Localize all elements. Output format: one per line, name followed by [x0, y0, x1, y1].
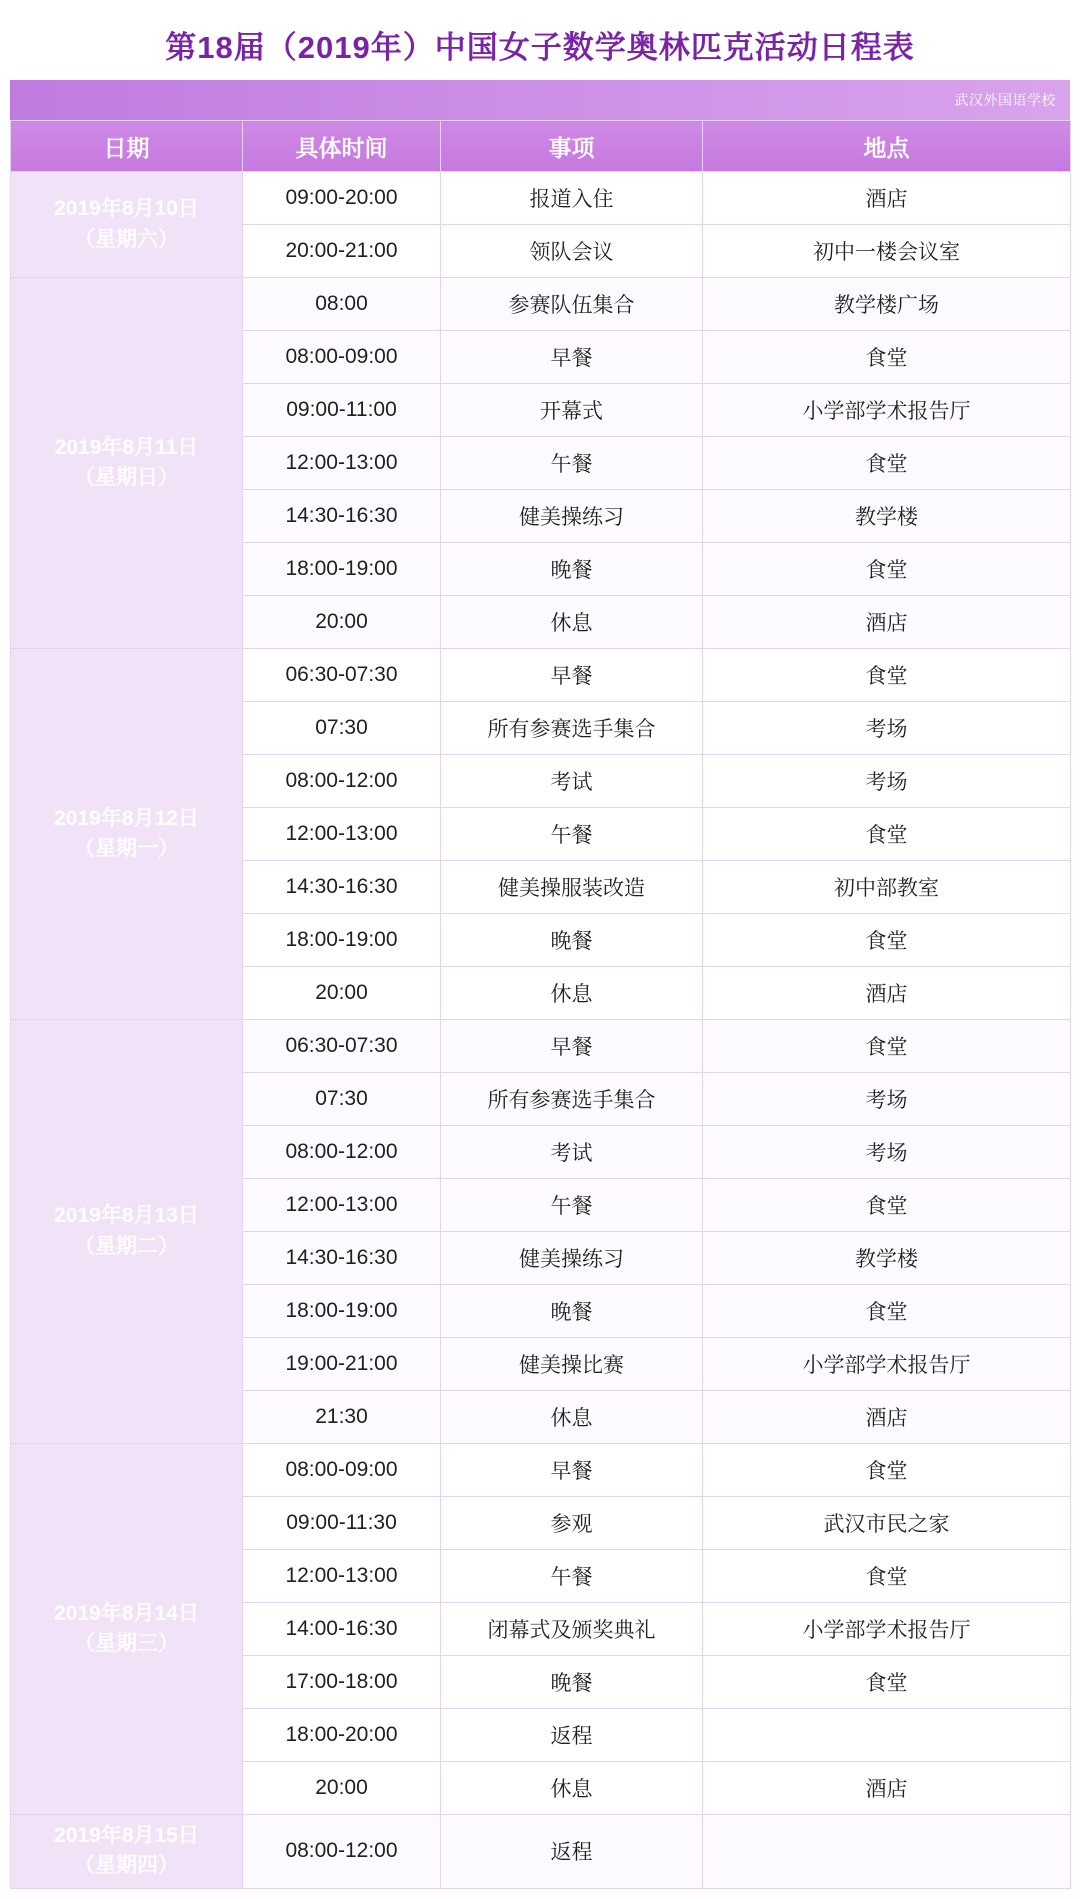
- date-cell: [11, 172, 243, 278]
- time-cell: 14:30-16:30: [243, 1232, 441, 1285]
- place-cell: 酒店: [703, 1762, 1071, 1815]
- place-cell: 食堂: [703, 331, 1071, 384]
- item-cell: 返程: [441, 1815, 703, 1889]
- time-cell: 18:00-20:00: [243, 1709, 441, 1762]
- date-line-1: 2019年8月14日: [54, 1601, 199, 1625]
- time-cell: 08:00: [243, 278, 441, 331]
- school-name: 武汉外国语学校: [954, 92, 1056, 108]
- time-cell: 18:00-19:00: [243, 543, 441, 596]
- place-cell: 考场: [703, 1073, 1071, 1126]
- item-cell: 所有参赛选手集合: [441, 1073, 703, 1126]
- item-cell: 午餐: [441, 1550, 703, 1603]
- table-head: [11, 121, 1071, 172]
- date-line-1: 2019年8月12日: [54, 806, 199, 830]
- item-cell: 报道入住: [441, 172, 703, 225]
- time-cell: 07:30: [243, 702, 441, 755]
- time-cell: 09:00-20:00: [243, 172, 441, 225]
- time-cell: 14:00-16:30: [243, 1603, 441, 1656]
- date-line-2: （星期六）: [74, 227, 179, 251]
- table-header-row: [11, 121, 1071, 172]
- place-cell: 小学部学术报告厅: [703, 1603, 1071, 1656]
- place-cell: 教学楼: [703, 490, 1071, 543]
- item-cell: 早餐: [441, 649, 703, 702]
- time-cell: 09:00-11:30: [243, 1497, 441, 1550]
- place-cell: [703, 1709, 1071, 1762]
- date-line-1: 2019年8月13日: [54, 1204, 199, 1228]
- time-cell: 12:00-13:00: [243, 437, 441, 490]
- time-cell: 09:00-11:00: [243, 384, 441, 437]
- place-cell: 食堂: [703, 437, 1071, 490]
- place-cell: 小学部学术报告厅: [703, 1338, 1071, 1391]
- table-row: [11, 649, 1071, 702]
- item-cell: 健美操练习: [441, 1232, 703, 1285]
- item-cell: 开幕式: [441, 384, 703, 437]
- place-cell: 初中一楼会议室: [703, 225, 1071, 278]
- time-cell: 21:30: [243, 1391, 441, 1444]
- time-cell: 06:30-07:30: [243, 1020, 441, 1073]
- item-cell: 休息: [441, 967, 703, 1020]
- item-cell: 返程: [441, 1709, 703, 1762]
- item-cell: 健美操服装改造: [441, 861, 703, 914]
- item-cell: 参观: [441, 1497, 703, 1550]
- time-cell: 20:00: [243, 596, 441, 649]
- date-line-2: （星期二）: [74, 1234, 179, 1258]
- date-cell: [11, 1020, 243, 1444]
- place-cell: 食堂: [703, 914, 1071, 967]
- date-cell: [11, 1815, 243, 1889]
- item-cell: 休息: [441, 1391, 703, 1444]
- item-cell: 健美操练习: [441, 490, 703, 543]
- place-cell: 教学楼广场: [703, 278, 1071, 331]
- place-cell: 酒店: [703, 172, 1071, 225]
- item-cell: 休息: [441, 596, 703, 649]
- date-line-2: （星期一）: [74, 837, 179, 860]
- time-cell: 14:30-16:30: [243, 861, 441, 914]
- time-cell: 12:00-13:00: [243, 808, 441, 861]
- place-cell: 食堂: [703, 649, 1071, 702]
- table-row: [11, 1020, 1071, 1073]
- table-body: [11, 172, 1071, 1889]
- place-cell: [703, 1815, 1071, 1889]
- item-cell: 休息: [441, 1762, 703, 1815]
- item-cell: 晚餐: [441, 1656, 703, 1709]
- item-cell: 早餐: [441, 1444, 703, 1497]
- place-cell: 考场: [703, 702, 1071, 755]
- date-line-1: 2019年8月15日: [54, 1824, 199, 1847]
- school-bar: [10, 80, 1070, 120]
- time-cell: 14:30-16:30: [243, 490, 441, 543]
- column-header-time: 具体时间: [243, 121, 441, 172]
- place-cell: 食堂: [703, 808, 1071, 861]
- place-cell: 食堂: [703, 1179, 1071, 1232]
- item-cell: 午餐: [441, 1179, 703, 1232]
- time-cell: 18:00-19:00: [243, 914, 441, 967]
- time-cell: 12:00-13:00: [243, 1550, 441, 1603]
- time-cell: 17:00-18:00: [243, 1656, 441, 1709]
- place-cell: 考场: [703, 755, 1071, 808]
- column-header-item: 事项: [441, 121, 703, 172]
- date-cell: [11, 1444, 243, 1815]
- time-cell: 08:00-12:00: [243, 1126, 441, 1179]
- place-cell: 酒店: [703, 967, 1071, 1020]
- place-cell: 酒店: [703, 1391, 1071, 1444]
- time-cell: 19:00-21:00: [243, 1338, 441, 1391]
- item-cell: 健美操比赛: [441, 1338, 703, 1391]
- item-cell: 参赛队伍集合: [441, 278, 703, 331]
- table-row: [11, 1444, 1071, 1497]
- item-cell: 晚餐: [441, 1285, 703, 1338]
- place-cell: 食堂: [703, 1020, 1071, 1073]
- time-cell: 20:00: [243, 1762, 441, 1815]
- date-line-2: （星期三）: [74, 1632, 179, 1655]
- date-cell: [11, 278, 243, 649]
- place-cell: 小学部学术报告厅: [703, 384, 1071, 437]
- place-cell: 武汉市民之家: [703, 1497, 1071, 1550]
- title-bar: [10, 8, 1070, 80]
- time-cell: 08:00-12:00: [243, 755, 441, 808]
- column-header-place: 地点: [703, 121, 1071, 172]
- place-cell: 食堂: [703, 1285, 1071, 1338]
- page-title: 第18届（2019年）中国女子数学奥林匹克活动日程表: [165, 29, 915, 65]
- place-cell: 食堂: [703, 543, 1071, 596]
- date-line-2: （星期四）: [74, 1854, 179, 1878]
- place-cell: 教学楼: [703, 1232, 1071, 1285]
- item-cell: 考试: [441, 1126, 703, 1179]
- time-cell: 08:00-09:00: [243, 331, 441, 384]
- item-cell: 早餐: [441, 331, 703, 384]
- item-cell: 领队会议: [441, 225, 703, 278]
- place-cell: 酒店: [703, 596, 1071, 649]
- time-cell: 08:00-09:00: [243, 1444, 441, 1497]
- time-cell: 07:30: [243, 1073, 441, 1126]
- item-cell: 午餐: [441, 808, 703, 861]
- time-cell: 08:00-12:00: [243, 1815, 441, 1889]
- table-row: [11, 278, 1071, 331]
- table-row: [11, 1815, 1071, 1889]
- item-cell: 考试: [441, 755, 703, 808]
- place-cell: 食堂: [703, 1656, 1071, 1709]
- column-header-date: 日期: [11, 121, 243, 172]
- place-cell: 食堂: [703, 1550, 1071, 1603]
- item-cell: 所有参赛选手集合: [441, 702, 703, 755]
- schedule-table: [10, 120, 1071, 1889]
- date-line-1: 2019年8月10日: [54, 197, 199, 221]
- place-cell: 食堂: [703, 1444, 1071, 1497]
- item-cell: 早餐: [441, 1020, 703, 1073]
- place-cell: 初中部教室: [703, 861, 1071, 914]
- time-cell: 20:00: [243, 967, 441, 1020]
- time-cell: 18:00-19:00: [243, 1285, 441, 1338]
- date-line-2: （星期日）: [74, 466, 179, 489]
- table-row: [11, 172, 1071, 225]
- item-cell: 晚餐: [441, 914, 703, 967]
- time-cell: 12:00-13:00: [243, 1179, 441, 1232]
- date-cell: [11, 649, 243, 1020]
- item-cell: 晚餐: [441, 543, 703, 596]
- time-cell: 06:30-07:30: [243, 649, 441, 702]
- item-cell: 闭幕式及颁奖典礼: [441, 1603, 703, 1656]
- item-cell: 午餐: [441, 437, 703, 490]
- date-line-1: 2019年8月11日: [54, 435, 199, 459]
- time-cell: 20:00-21:00: [243, 225, 441, 278]
- place-cell: 考场: [703, 1126, 1071, 1179]
